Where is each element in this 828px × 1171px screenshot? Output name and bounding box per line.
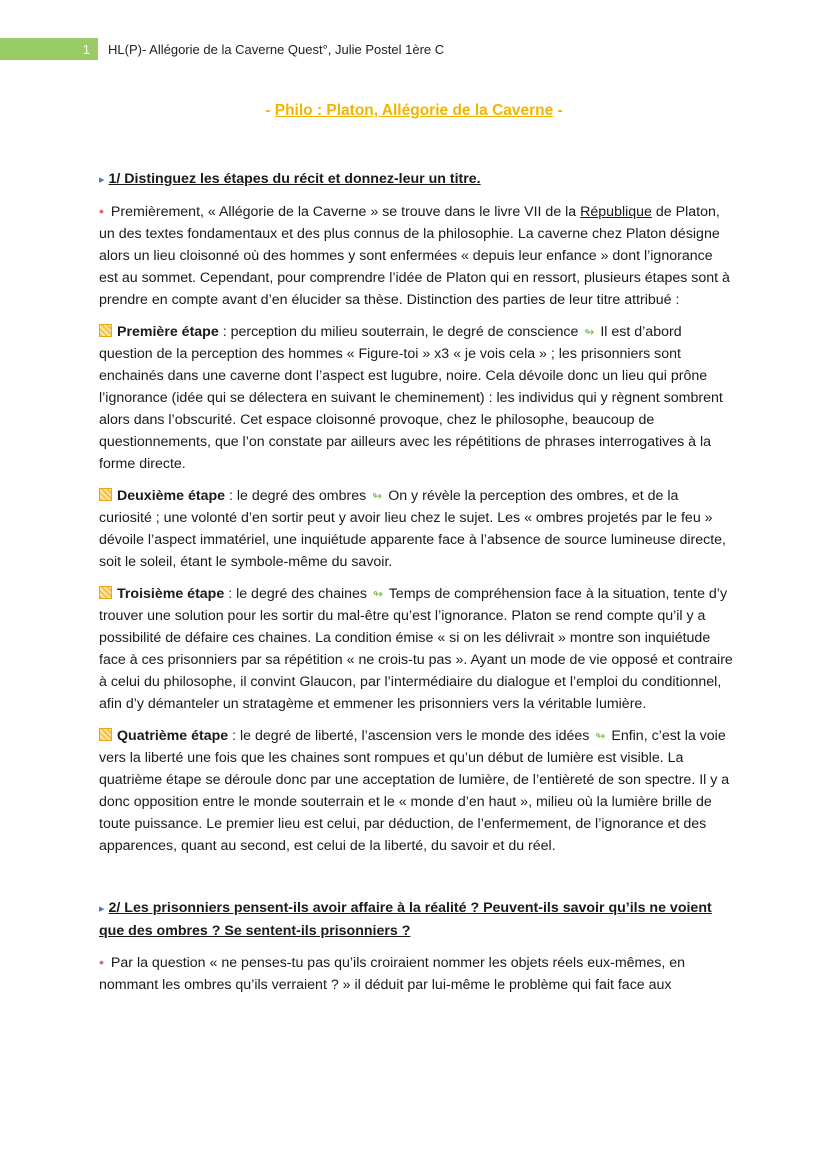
step-label: Troisième étape — [117, 586, 225, 602]
step-label: Quatrième étape — [117, 728, 229, 744]
title-link[interactable]: Philo : Platon, Allégorie de la Caverne — [274, 102, 554, 119]
step-body: On y révèle la perception des ombres, et de la curiosité ; une volonté d’en sortir peut y avoir lieu chez le sujet. Les « ombres projetés par le feu » dévoile l’aspect immatériel, une inquiétude apparente face à l’absence de source lumineuse directe, soit le soleil, étant le symbole-même du savoir. — [99, 488, 726, 570]
step-body: Il est d’abord question de la perception des hommes « Figure-toi » x3 « je vois cela » ; les prisonniers sont enchainés dans une caverne dont l’aspect est lugubre, noire. Cela dévoile donc un lieu qui prône l’ignorance (idée qui se délectera en suivant le cheminement) : les individus qui y règnent sombrent alors dans l’obscurité. Cet espace cloisonné provoque, chez le philosophe, beaucoup de questionnements, que l’on constate par ailleurs avec les répétitions de phrases interrogatives à la forme directe. — [99, 324, 723, 472]
step-label: Première étape — [117, 324, 219, 340]
step-icon — [99, 488, 112, 501]
step-paragraph-3 — [99, 583, 733, 715]
step-icon — [99, 728, 112, 741]
step-paragraph-4 — [99, 725, 733, 857]
dot-bullet-icon: • — [99, 204, 104, 220]
step-text: : le degré de liberté, l’ascension vers le monde des idées — [228, 728, 590, 744]
curly-arrow-icon: ↬ — [584, 325, 595, 339]
intro-before: Premièrement, « Allégorie de la Caverne » se trouve dans le livre VII de la — [110, 204, 581, 220]
intro-after: de Platon, un des textes fondamentaux et des plus connus de la philosophie. La caverne chez Platon désigne alors un lieu cloisonné où des hommes y sont enfermées « depuis leur enfance » dont l’ignorance est au sommet. Cependant, pour comprendre l’idée de Platon qui en ressort, plusieurs étapes sont à prendre en compte avant d’en élucider sa thèse. Distinction des parties de leur titre attribué : — [99, 204, 730, 308]
triangle-bullet-icon: ▸ — [99, 174, 105, 186]
curly-arrow-icon: ↬ — [595, 729, 606, 743]
step-text: : le degré des chaines — [224, 586, 368, 602]
step-icon — [99, 324, 112, 337]
step-body: Temps de compréhension face à la situation, tente d’y trouver une solution pour les sortir du mal-être qu’est l’ignorance. Platon se rend compte qu’il y a possibilité de défaire ces chaines. La condition émise « si on les délivrait » montre son inquiétude face à ces prisonniers par sa répétition « ne crois-tu pas ». Ayant un mode de vie opposé et contraire à celui du philosophe, il convint Glaucon, par l’intermédiaire du dialogue et l’emploi du conditionnel, afin d’y démanteler un stratagème et emmener les prisonniers vers la véritable lumière. — [99, 586, 733, 712]
question-1-text: 1/ Distinguez les étapes du récit et donnez-leur un titre. — [108, 171, 481, 187]
curly-arrow-icon: ↬ — [372, 587, 384, 601]
question-1-heading — [99, 168, 733, 191]
document-title — [0, 102, 828, 120]
triangle-bullet-icon: ▸ — [99, 903, 105, 915]
page-header — [0, 38, 444, 60]
step-text: : le degré des ombres — [225, 488, 367, 504]
step-text: : perception du milieu souterrain, le degré de conscience — [218, 324, 579, 340]
title-suffix: - — [553, 102, 563, 119]
intro-underlined: République — [580, 204, 652, 220]
curly-arrow-icon: ↬ — [372, 489, 383, 503]
title-prefix: - — [265, 102, 275, 119]
step-paragraph-1 — [99, 321, 733, 475]
answer-2-text: Par la question « ne penses-tu pas qu’ils croiraient nommer les objets réels eux-mêmes, en nommant les ombres qu’ils verraient ? » il déduit par lui-même le problème qui fait face aux — [99, 955, 686, 993]
answer-2-paragraph — [99, 952, 733, 996]
step-icon — [99, 586, 112, 599]
dot-bullet-icon: • — [99, 955, 104, 971]
question-2-text: 2/ Les prisonniers pensent-ils avoir affaire à la réalité ? Peuvent-ils savoir qu’ils ne voient que des ombres ? Se sentent-ils prisonniers ? — [99, 900, 712, 939]
section-spacer — [99, 867, 733, 897]
document-body — [99, 168, 733, 1006]
intro-paragraph — [99, 201, 733, 311]
step-label: Deuxième étape — [117, 488, 226, 504]
question-2-heading — [99, 897, 733, 942]
header-title: HL(P)- Allégorie de la Caverne Quest°, Julie Postel 1ère C — [108, 41, 445, 57]
page-number: 1 — [0, 38, 98, 60]
step-paragraph-2 — [99, 485, 733, 573]
step-body: Enfin, c’est la voie vers la liberté une fois que les chaines sont rompues et qu’un début de lumière est visible. La quatrième étape se déroule donc par une acceptation de lumière, de l’entièreté de son spectre. Il y a donc opposition entre le monde souterrain et le « monde d’en haut », milieu où la lumière brille de toute puissance. Le premier lieu est celui, par déduction, de l’enfermement, de l’ignorance et des apparences, quant au second, est celui de la liberté, du savoir et du réel. — [99, 728, 730, 854]
